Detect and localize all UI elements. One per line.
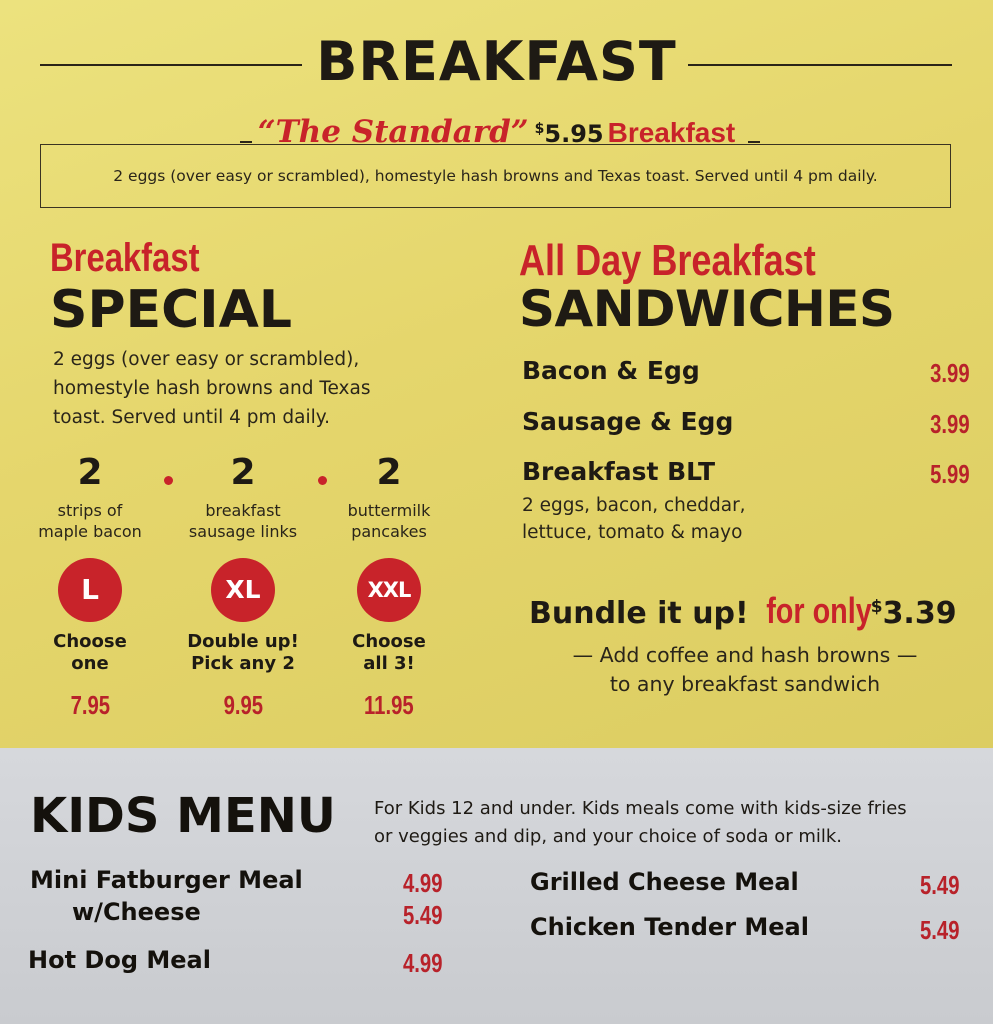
size-badge-xl: XL	[211, 558, 275, 622]
special-item-label	[304, 500, 474, 542]
size-price	[329, 690, 449, 721]
size-choice-label	[10, 631, 170, 675]
size-badge-xxl: XXL	[357, 558, 421, 622]
standard-description: 2 eggs (over easy or scrambled), homestyle hash browns and Texas toast. Served until 4 pm daily.	[113, 167, 878, 185]
sandwich-name: Sausage & Egg	[522, 407, 734, 436]
size-badge-l: L	[58, 558, 122, 622]
kids-item-price-value: 5.49	[920, 915, 960, 945]
kids-item-price-value: 4.99	[403, 948, 443, 978]
kids-description-line: or veggies and dip, and your choice of soda or milk.	[374, 826, 843, 847]
size-choice-label	[309, 631, 469, 675]
bundle-heading	[529, 590, 957, 632]
special-title-big: SPECIAL	[50, 280, 292, 340]
special-description-line: homestyle hash browns and Texas	[53, 378, 371, 399]
kids-item-price	[920, 870, 980, 901]
special-item-count: 2	[230, 452, 256, 493]
kids-item-price	[403, 948, 463, 979]
kids-menu-title: KIDS MENU	[30, 788, 336, 844]
size-price	[183, 690, 303, 721]
bundle-lead: Bundle it up!	[529, 596, 749, 631]
standard-price-value: 5.95	[544, 120, 604, 148]
sandwiches-title-big: SANDWICHES	[519, 280, 895, 338]
special-item-line: buttermilk	[347, 501, 431, 520]
special-item-line: strips of	[57, 501, 123, 520]
bundle-price-value: 3.39	[882, 596, 957, 631]
kids-item-name: Hot Dog Meal	[28, 946, 211, 974]
sandwich-name: Breakfast BLT	[522, 457, 716, 486]
special-item-label	[5, 500, 175, 542]
size-price-value: 9.95	[223, 690, 263, 720]
kids-item-price	[920, 915, 980, 946]
standard-label: Breakfast	[607, 117, 736, 148]
special-item-count: 2	[77, 452, 103, 493]
special-item-count: 2	[376, 452, 402, 493]
size-choice-line: all 3!	[363, 653, 415, 674]
bundle-description: — Add coffee and hash browns —	[572, 643, 918, 667]
size-price-value: 11.95	[364, 690, 414, 720]
special-item-label	[158, 500, 328, 542]
sandwich-price-value: 3.99	[930, 358, 970, 388]
kids-item-name: Chicken Tender Meal	[530, 913, 809, 941]
size-choice-line: Double up!	[187, 631, 299, 652]
special-item-line: maple bacon	[38, 522, 142, 541]
size-choice-label	[163, 631, 323, 675]
sandwich-price	[900, 409, 970, 440]
kids-item-price	[403, 868, 463, 899]
standard-description-box	[40, 144, 951, 208]
standard-price-symbol: $	[534, 121, 545, 137]
kids-item-name: Grilled Cheese Meal	[530, 868, 799, 896]
sandwiches-title-small: All Day Breakfast	[519, 236, 816, 285]
bundle-description: to any breakfast sandwich	[609, 672, 881, 696]
bundle-for-only: for only	[765, 590, 872, 631]
blt-description-line: lettuce, tomato & mayo	[522, 522, 743, 543]
special-title-small: Breakfast	[50, 236, 200, 280]
size-price-value: 7.95	[70, 690, 110, 720]
size-choice-line: one	[71, 653, 109, 674]
kids-description-line: For Kids 12 and under. Kids meals come with kids-size fries	[374, 798, 907, 819]
size-choice-line: Choose	[53, 631, 127, 652]
kids-item-price	[403, 900, 463, 931]
blt-description	[522, 492, 822, 546]
sandwich-name: Bacon & Egg	[522, 356, 700, 385]
kids-menu-description	[374, 795, 974, 851]
sandwich-price	[900, 459, 970, 490]
special-description-line: 2 eggs (over easy or scrambled),	[53, 349, 360, 370]
special-item-line: sausage links	[188, 522, 298, 541]
kids-item-price-value: 5.49	[403, 900, 443, 930]
blt-description-line: 2 eggs, bacon, cheddar,	[522, 495, 746, 516]
bundle-price-symbol: $	[870, 597, 883, 617]
size-choice-line: Pick any 2	[191, 653, 295, 674]
breakfast-title: BREAKFAST	[316, 30, 677, 93]
sandwich-price-value: 3.99	[930, 409, 970, 439]
sandwich-price	[900, 358, 970, 389]
size-choice-line: Choose	[352, 631, 426, 652]
bundle-price	[871, 596, 957, 631]
special-description	[53, 345, 433, 432]
special-description-line: toast. Served until 4 pm daily.	[53, 407, 330, 428]
sandwich-price-value: 5.99	[930, 459, 970, 489]
special-item-line: breakfast	[205, 501, 281, 520]
kids-item-name: w/Cheese	[72, 898, 201, 926]
kids-item-name: Mini Fatburger Meal	[30, 866, 303, 894]
special-item-line: pancakes	[351, 522, 427, 541]
kids-item-price-value: 4.99	[403, 868, 443, 898]
standard-name: “The Standard”	[257, 114, 529, 150]
kids-item-price-value: 5.49	[920, 870, 960, 900]
size-price	[30, 690, 150, 721]
